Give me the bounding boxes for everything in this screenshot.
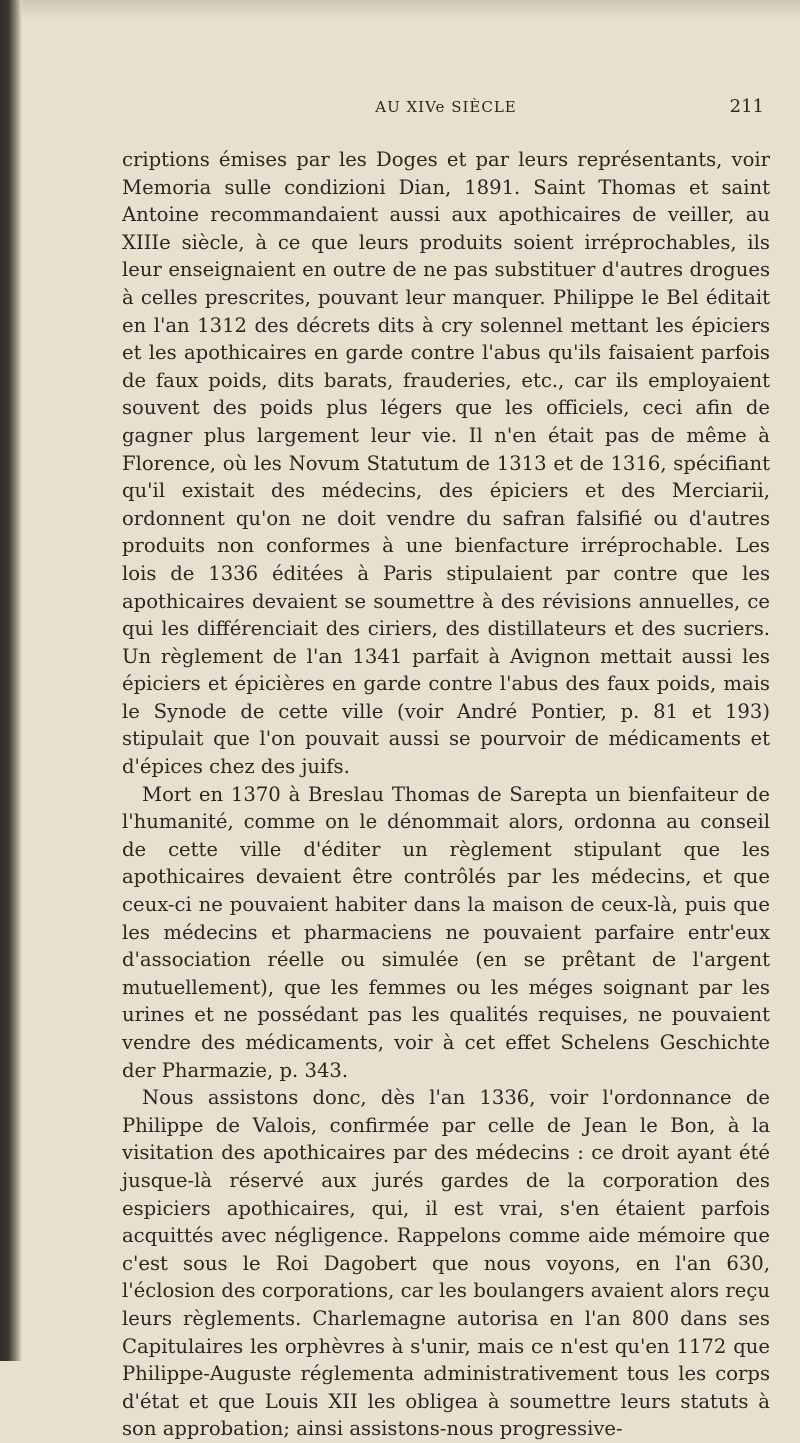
paragraph-1: criptions émises par les Doges et par leurs représentants, voir Memoria sulle condizioni Dian, 1891. Saint Thomas et saint Antoine recommandaient aussi aux apothicaires de veiller, au XIIIe siècle, à ce que leurs produits soient irréprochables, ils leur enseignaient en outre de ne pas substituer d'autres drogues à celles prescrites, pouvant leur manquer. Philippe le Bel éditait en l'an 1312 des décrets dits à cry solennel mettant les épiciers et les apothicaires en garde contre l'abus qu'ils faisaient parfois de faux poids, dits barats, frauderies, etc., car ils employaient souvent des poids plus légers que les officiels, ceci afin de gagner plus largement leur vie. Il n'en était pas de même à Florence, où les Novum Statutum de 1313 et de 1316, spécifiant qu'il existait des médecins, des épiciers et des Merciarii, ordonnent qu'on ne doit vendre du safran falsifié ou d'autres produits non conformes à une bienfacture irréprochable. Les lois de 1336 éditées à Paris stipulaient par contre que les apothicaires devaient se soumettre à des révisions annuelles, ce qui les différenciait des ciriers, des distillateurs et des sucriers. Un règlement de l'an 1341 parfait à Avignon mettait aussi les épiciers et épicières en garde contre l'abus des faux poids, mais le Synode de cette ville (voir André Pontier, p. 81 et 193) stipulait que l'on pouvait aussi se pourvoir de médicaments et d'épices chez des juifs. [122,148,770,779]
body-text [122,146,770,1443]
page-number: 211 [729,96,764,117]
paragraph-3: Nous assistons donc, dès l'an 1336, voir l'ordonnance de Philippe de Valois, confirmée par celle de Jean le Bon, à la visitation des apothicaires par des médecins : ce droit ayant été jusque-là réservé aux jurés gardes de la corporation des espiciers apothicaires, qui, il est vrai, s'en étaient parfois acquittés avec négligence. Rappelons comme aide mémoire que c'est sous le Roi Dagobert que nous voyons, en l'an 630, l'éclosion des corporations, car les boulangers avaient alors reçu leurs règlements. Charlemagne autorisa en l'an 800 dans ses Capitulaires les orphèvres à s'unir, mais ce n'est qu'en 1172 que Philippe-Auguste réglementa administrativement tous les corps d'état et que Louis XII les obligea à soumettre leurs statuts à son approbation; ainsi assistons-nous progressive- [122,1086,770,1441]
running-title: AU XIVe SIÈCLE [375,98,517,116]
paragraph-2: Mort en 1370 à Breslau Thomas de Sarepta un bienfaiteur de l'humanité, comme on le dénommait alors, ordonna au conseil de cette ville d'éditer un règlement stipulant que les apothicaires devaient être contrôlés par les médecins, et que ceux-ci ne pouvaient habiter dans la maison de ceux-là, puis que les médecins et pharmaciens ne pouvaient parfaire entr'eux d'association réelle ou simulée (en se prêtant de l'argent mutuellement), que les femmes ou les méges soignant par les urines et ne possédant pas les qualités requises, ne pouvaient vendre des médicaments, voir à cet effet Schelens Geschichte der Pharmazie, p. 343. [122,782,770,1082]
running-head [122,96,770,122]
page-top-shadow [0,0,800,20]
book-page [122,96,770,1443]
book-spine-shadow [0,0,22,1361]
